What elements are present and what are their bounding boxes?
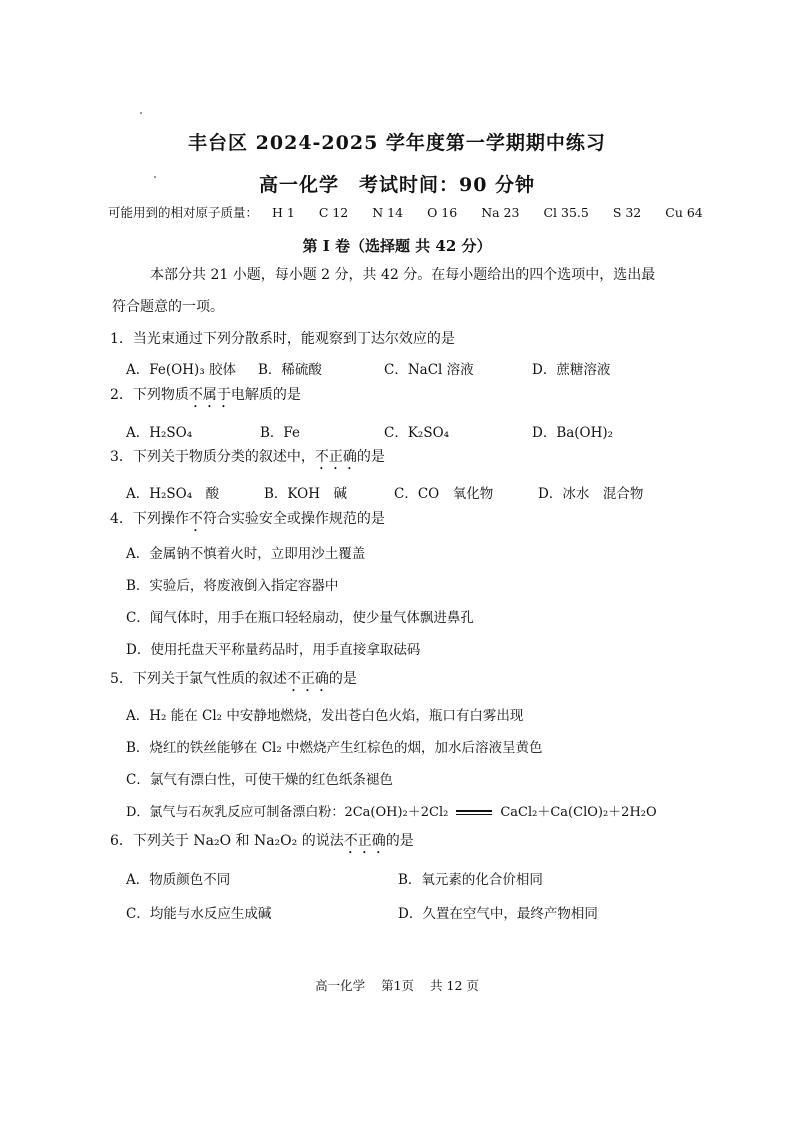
stem-emphasis: 不正确 [286, 671, 329, 687]
question-option: C．均能与水反应生成碱 [126, 906, 272, 922]
equals-sign-icon [456, 808, 492, 817]
question-option: B．烧红的铁丝能够在 Cl₂ 中燃烧产生红棕色的烟，加水后溶液呈黄色 [126, 740, 543, 756]
atomic-mass-item: N 14 [372, 205, 404, 220]
atomic-mass-item: Cu 64 [665, 205, 703, 220]
question-option: A．H₂SO₄ 酸 [126, 486, 220, 502]
stem-emphasis: 不正确 [343, 833, 386, 849]
question-option: D．使用托盘天平称量药品时，用手直接拿取砝码 [126, 642, 421, 658]
question-option: D．Ba(OH)₂ [532, 425, 614, 441]
question-option: A．H₂ 能在 Cl₂ 中安静地燃烧，发出苍白色火焰，瓶口有白雾出现 [126, 708, 524, 724]
question-option: B．KOH 碱 [264, 486, 347, 502]
atomic-masses-line [108, 203, 703, 221]
footer-page: 第1页 [381, 978, 415, 993]
stem-text: 3．下列关于物质分类的叙述中， [110, 449, 315, 465]
question-option: C．闻气体时，用手在瓶口轻轻扇动，使少量气体飘进鼻孔 [126, 610, 474, 626]
question-stem [110, 668, 357, 695]
section-intro: 符合题意的一项。 [112, 299, 224, 315]
stem-text: 电解质的是 [230, 387, 301, 403]
atomic-mass-item: C 12 [318, 205, 349, 220]
question-option: A．金属钠不慎着火时，立即用沙土覆盖 [126, 546, 366, 562]
atomic-mass-item: Cl 35.5 [543, 205, 589, 220]
stem-emphasis: 不正确 [314, 449, 357, 465]
question-option [126, 801, 657, 820]
stem-text: 的是 [328, 671, 357, 687]
stem-text: 6．下列关于 Na₂O 和 Na₂O₂ 的说法 [110, 833, 344, 849]
question-option: D．蔗糖溶液 [532, 362, 611, 378]
question-option: B．Fe [260, 425, 301, 441]
equation-lhs: 2Ca(OH)₂＋2Cl₂ [344, 805, 449, 820]
footer-subject: 高一化学 [315, 978, 366, 993]
atomic-mass-item: S 32 [612, 205, 642, 220]
atomic-mass-item: O 16 [427, 205, 458, 220]
question-option: A．Fe(OH)₃ 胶体 [126, 362, 236, 378]
scan-speck [140, 112, 142, 114]
question-option: A．H₂SO₄ [126, 425, 193, 441]
question-option: B．稀硫酸 [258, 362, 322, 378]
question-option: A．物质颜色不同 [126, 872, 231, 888]
page-subtitle: 高一化学 考试时间：90 分钟 [258, 174, 536, 196]
question-stem: 1．当光束通过下列分散系时，能观察到丁达尔效应的是 [110, 331, 455, 347]
stem-text: 2．下列物质 [110, 387, 189, 403]
stem-text: 4．下列操作 [110, 511, 189, 527]
stem-text: 5．下列关于氯气性质的叙述 [110, 671, 287, 687]
atomic-mass-item: Na 23 [481, 205, 520, 220]
question-option: B．实验后，将废液倒入指定容器中 [126, 578, 339, 594]
question-stem [110, 446, 385, 473]
question-option: C．氯气有漂白性，可使干燥的红色纸条褪色 [126, 772, 393, 788]
question-stem [110, 384, 301, 411]
page-footer [0, 976, 794, 994]
question-option: C．K₂SO₄ [384, 425, 450, 441]
equation-rhs: CaCl₂＋Ca(ClO)₂＋2H₂O [500, 805, 657, 820]
question-option: D．冰水 混合物 [538, 486, 644, 502]
stem-text: 的是 [356, 449, 385, 465]
question-option: B．氧元素的化合价相同 [398, 872, 543, 888]
section-heading: 第 I 卷（选择题 共 42 分） [302, 237, 492, 255]
section-intro: 本部分共 21 小题，每小题 2 分，共 42 分。在每小题给出的四个选项中，选出最 [150, 267, 656, 283]
question-option: D．久置在空气中，最终产物相同 [398, 906, 598, 922]
stem-text: 符合实验安全或操作规范的是 [202, 511, 385, 527]
stem-emphasis: 不 [188, 511, 203, 527]
footer-total: 共 12 页 [430, 978, 479, 993]
page-title: 丰台区 2024-2025 学年度第一学期期中练习 [188, 132, 606, 154]
stem-text: 的是 [385, 833, 414, 849]
atomic-mass-item: H 1 [272, 205, 295, 220]
question-option: C．CO 氧化物 [394, 486, 494, 502]
question-option: C．NaCl 溶液 [384, 362, 474, 378]
stem-emphasis: 不属于 [188, 387, 231, 403]
option-text: D．氯气与石灰乳反应可制备漂白粉： [126, 805, 345, 820]
question-stem [110, 508, 385, 535]
atomic-masses-label: 可能用到的相对原子质量： [108, 205, 259, 220]
question-stem [110, 830, 414, 857]
